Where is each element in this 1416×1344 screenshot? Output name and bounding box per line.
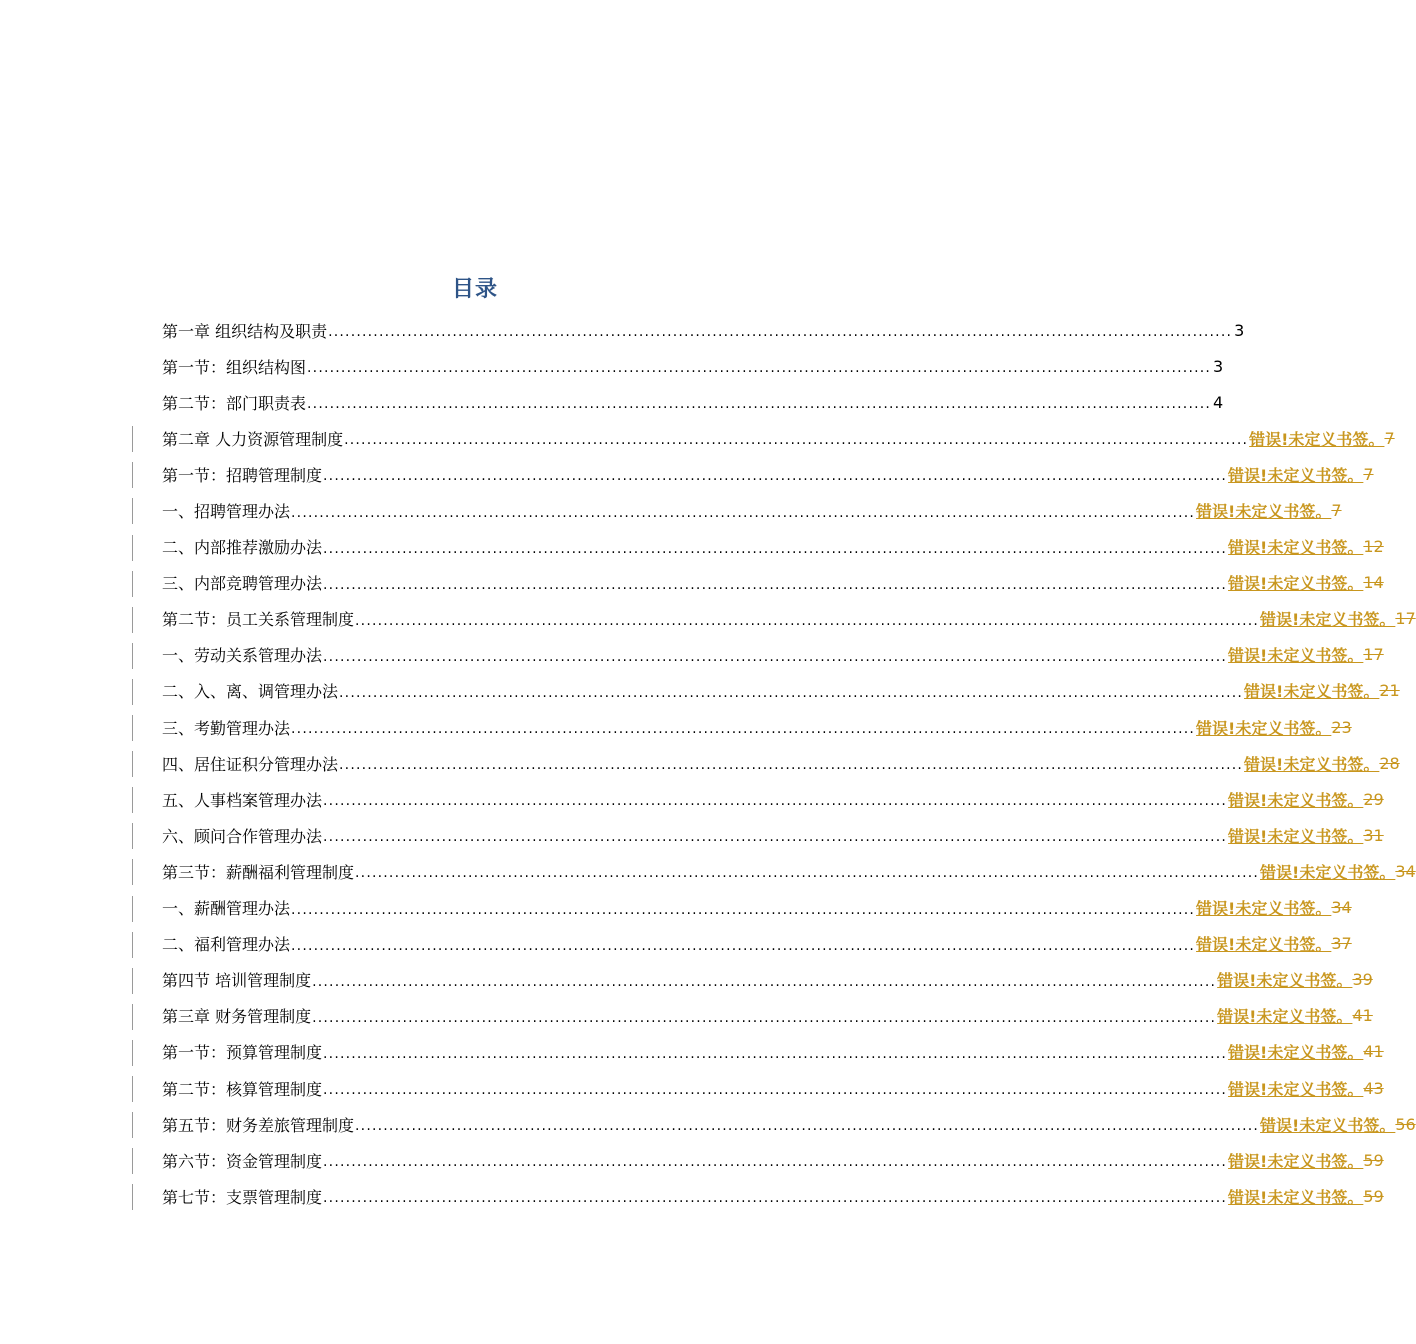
toc-error-text: 错误!未定义书签。 (1217, 971, 1353, 991)
toc-page-number: 29 (1363, 789, 1384, 809)
toc-error-text: 错误!未定义书签。 (1228, 1187, 1364, 1207)
toc-entry-label: 第二节：核算管理制度 (162, 1079, 323, 1099)
toc-leader-dots: ................................................................................................................................................................ (323, 648, 1228, 665)
toc-entry-label: 二、福利管理办法 (162, 935, 291, 955)
toc-error-text: 错误!未定义书签。 (1228, 790, 1364, 810)
toc-entry[interactable] (162, 384, 1224, 420)
toc-page-number: 4 (1213, 392, 1224, 412)
toc-error-text: 错误!未定义书签。 (1260, 1115, 1396, 1135)
toc-error-text: 错误!未定义书签。 (1228, 574, 1364, 594)
toc-entry[interactable] (162, 817, 1384, 853)
toc-entry[interactable] (162, 1070, 1384, 1106)
toc-entry[interactable] (162, 529, 1384, 565)
toc-entry-label: 一、薪酬管理办法 (162, 899, 291, 919)
toc-leader-dots: ................................................................................................................................................................ (323, 1045, 1228, 1062)
toc-entry[interactable] (162, 420, 1395, 456)
toc-entry[interactable] (162, 492, 1342, 528)
toc-error-text: 错误!未定义书签。 (1228, 646, 1364, 666)
toc-entry[interactable] (162, 890, 1352, 926)
toc-entry-label: 第一节：招聘管理制度 (162, 465, 323, 485)
toc-page-number: 23 (1331, 717, 1352, 737)
toc-error-text: 错误!未定义书签。 (1249, 429, 1385, 449)
toc-error-text: 错误!未定义书签。 (1228, 1151, 1364, 1171)
toc-page-number: 41 (1352, 1006, 1373, 1026)
toc-entry[interactable] (162, 456, 1374, 492)
toc-page-number: 12 (1363, 537, 1384, 557)
toc-error-text: 错误!未定义书签。 (1196, 718, 1332, 738)
toc-error-text: 错误!未定义书签。 (1260, 862, 1396, 882)
toc-entry-label: 第六节：资金管理制度 (162, 1151, 323, 1171)
toc-page-number: 34 (1395, 861, 1416, 881)
toc-page-number: 34 (1331, 898, 1352, 918)
toc-entry-label: 第一节：预算管理制度 (162, 1043, 323, 1063)
toc-leader-dots: ................................................................................................................................................................ (339, 684, 1244, 701)
toc-leader-dots: ................................................................................................................................................................ (323, 1154, 1228, 1171)
toc-entry[interactable] (162, 853, 1416, 889)
toc-error-text: 错误!未定义书签。 (1196, 502, 1332, 522)
toc-entry[interactable] (162, 1106, 1416, 1142)
toc-error-text: 错误!未定义书签。 (1244, 682, 1380, 702)
toc-page-number: 43 (1363, 1078, 1384, 1098)
toc-leader-dots: ................................................................................................................................................................ (307, 396, 1212, 413)
toc-error-text: 错误!未定义书签。 (1228, 1043, 1364, 1063)
toc-entry[interactable] (162, 709, 1352, 745)
toc-leader-dots: ................................................................................................................................................................ (323, 540, 1228, 557)
toc-leader-dots: ................................................................................................................................................................ (291, 504, 1196, 521)
toc-entry-label: 二、入、离、调管理办法 (162, 682, 339, 702)
toc-leader-dots: ................................................................................................................................................................ (307, 360, 1212, 377)
toc-page-number: 7 (1331, 501, 1342, 521)
toc-entry-label: 第一节：组织结构图 (162, 357, 307, 377)
toc-leader-dots: ................................................................................................................................................................ (323, 468, 1228, 485)
toc-entry-label: 第一章 组织结构及职责 (162, 321, 328, 341)
toc-error-text: 错误!未定义书签。 (1228, 538, 1364, 558)
toc-entry[interactable] (162, 673, 1400, 709)
toc-page-number: 3 (1213, 356, 1224, 376)
toc-page-number: 14 (1363, 573, 1384, 593)
toc-entry-label: 第四节 培训管理制度 (162, 971, 312, 991)
toc-leader-dots: ................................................................................................................................................................ (291, 937, 1196, 954)
toc-entry-label: 四、居住证积分管理办法 (162, 754, 339, 774)
toc-title: 目录 (451, 277, 498, 302)
toc-leader-dots: ................................................................................................................................................................ (339, 757, 1244, 774)
toc-entry-label: 第二章 人力资源管理制度 (162, 429, 344, 449)
toc-leader-dots: ................................................................................................................................................................ (291, 721, 1196, 738)
toc-entry-label: 三、考勤管理办法 (162, 718, 291, 738)
toc-entry-label: 第七节：支票管理制度 (162, 1187, 323, 1207)
toc-leader-dots: ................................................................................................................................................................ (323, 576, 1228, 593)
toc-entry[interactable] (162, 601, 1416, 637)
toc-page-number: 21 (1379, 681, 1400, 701)
toc-entry-label: 六、顾问合作管理办法 (162, 826, 323, 846)
toc-list (162, 312, 1416, 1214)
toc-error-text: 错误!未定义书签。 (1217, 1007, 1353, 1027)
toc-entry-label: 第二节：部门职责表 (162, 393, 307, 413)
toc-leader-dots: ................................................................................................................................................................ (328, 324, 1233, 341)
toc-error-text: 错误!未定义书签。 (1228, 1079, 1364, 1099)
toc-leader-dots: ................................................................................................................................................................ (291, 901, 1196, 918)
toc-error-text: 错误!未定义书签。 (1196, 899, 1332, 919)
toc-page-number: 37 (1331, 934, 1352, 954)
toc-entry[interactable] (162, 926, 1352, 962)
toc-entry[interactable] (162, 1142, 1384, 1178)
toc-leader-dots: ................................................................................................................................................................ (355, 865, 1260, 882)
toc-entry-label: 二、内部推荐激励办法 (162, 538, 323, 558)
toc-leader-dots: ................................................................................................................................................................ (344, 432, 1249, 449)
toc-page-number: 17 (1363, 645, 1384, 665)
toc-page-number: 17 (1395, 609, 1416, 629)
toc-entry[interactable] (162, 781, 1384, 817)
toc-error-text: 错误!未定义书签。 (1228, 465, 1364, 485)
toc-entry[interactable] (162, 348, 1224, 384)
toc-entry-label: 第二节：员工关系管理制度 (162, 610, 355, 630)
toc-leader-dots: ................................................................................................................................................................ (312, 973, 1217, 990)
toc-entry[interactable] (162, 1178, 1384, 1214)
toc-leader-dots: ................................................................................................................................................................ (323, 1190, 1228, 1207)
toc-page-number: 59 (1363, 1150, 1384, 1170)
toc-entry[interactable] (162, 998, 1373, 1034)
toc-entry-label: 一、劳动关系管理办法 (162, 646, 323, 666)
toc-entry[interactable] (162, 745, 1400, 781)
toc-entry[interactable] (162, 565, 1384, 601)
toc-page-number: 56 (1395, 1114, 1416, 1134)
toc-page-number: 7 (1384, 428, 1395, 448)
toc-error-text: 错误!未定义书签。 (1228, 826, 1364, 846)
toc-entry-label: 五、人事档案管理办法 (162, 790, 323, 810)
toc-leader-dots: ................................................................................................................................................................ (355, 1118, 1260, 1135)
toc-page-number: 3 (1234, 320, 1245, 340)
toc-entry[interactable] (162, 1034, 1384, 1070)
toc-page-number: 41 (1363, 1042, 1384, 1062)
toc-entry-label: 第三章 财务管理制度 (162, 1007, 312, 1027)
toc-page-number: 39 (1352, 970, 1373, 990)
toc-leader-dots: ................................................................................................................................................................ (323, 793, 1228, 810)
toc-leader-dots: ................................................................................................................................................................ (355, 612, 1260, 629)
toc-leader-dots: ................................................................................................................................................................ (323, 829, 1228, 846)
toc-entry-label: 第三节：薪酬福利管理制度 (162, 862, 355, 882)
toc-entry[interactable] (162, 637, 1384, 673)
toc-leader-dots: ................................................................................................................................................................ (312, 1009, 1217, 1026)
toc-error-text: 错误!未定义书签。 (1196, 935, 1332, 955)
toc-leader-dots: ................................................................................................................................................................ (323, 1082, 1228, 1099)
toc-entry[interactable] (162, 312, 1245, 348)
toc-page-number: 31 (1363, 825, 1384, 845)
toc-entry-label: 一、招聘管理办法 (162, 502, 291, 522)
toc-entry[interactable] (162, 962, 1373, 998)
toc-entry-label: 三、内部竞聘管理办法 (162, 574, 323, 594)
toc-page-number: 7 (1363, 464, 1374, 484)
toc-page-number: 59 (1363, 1186, 1384, 1206)
toc-error-text: 错误!未定义书签。 (1244, 754, 1380, 774)
toc-error-text: 错误!未定义书签。 (1260, 610, 1396, 630)
toc-page-number: 28 (1379, 753, 1400, 773)
toc-entry-label: 第五节：财务差旅管理制度 (162, 1115, 355, 1135)
